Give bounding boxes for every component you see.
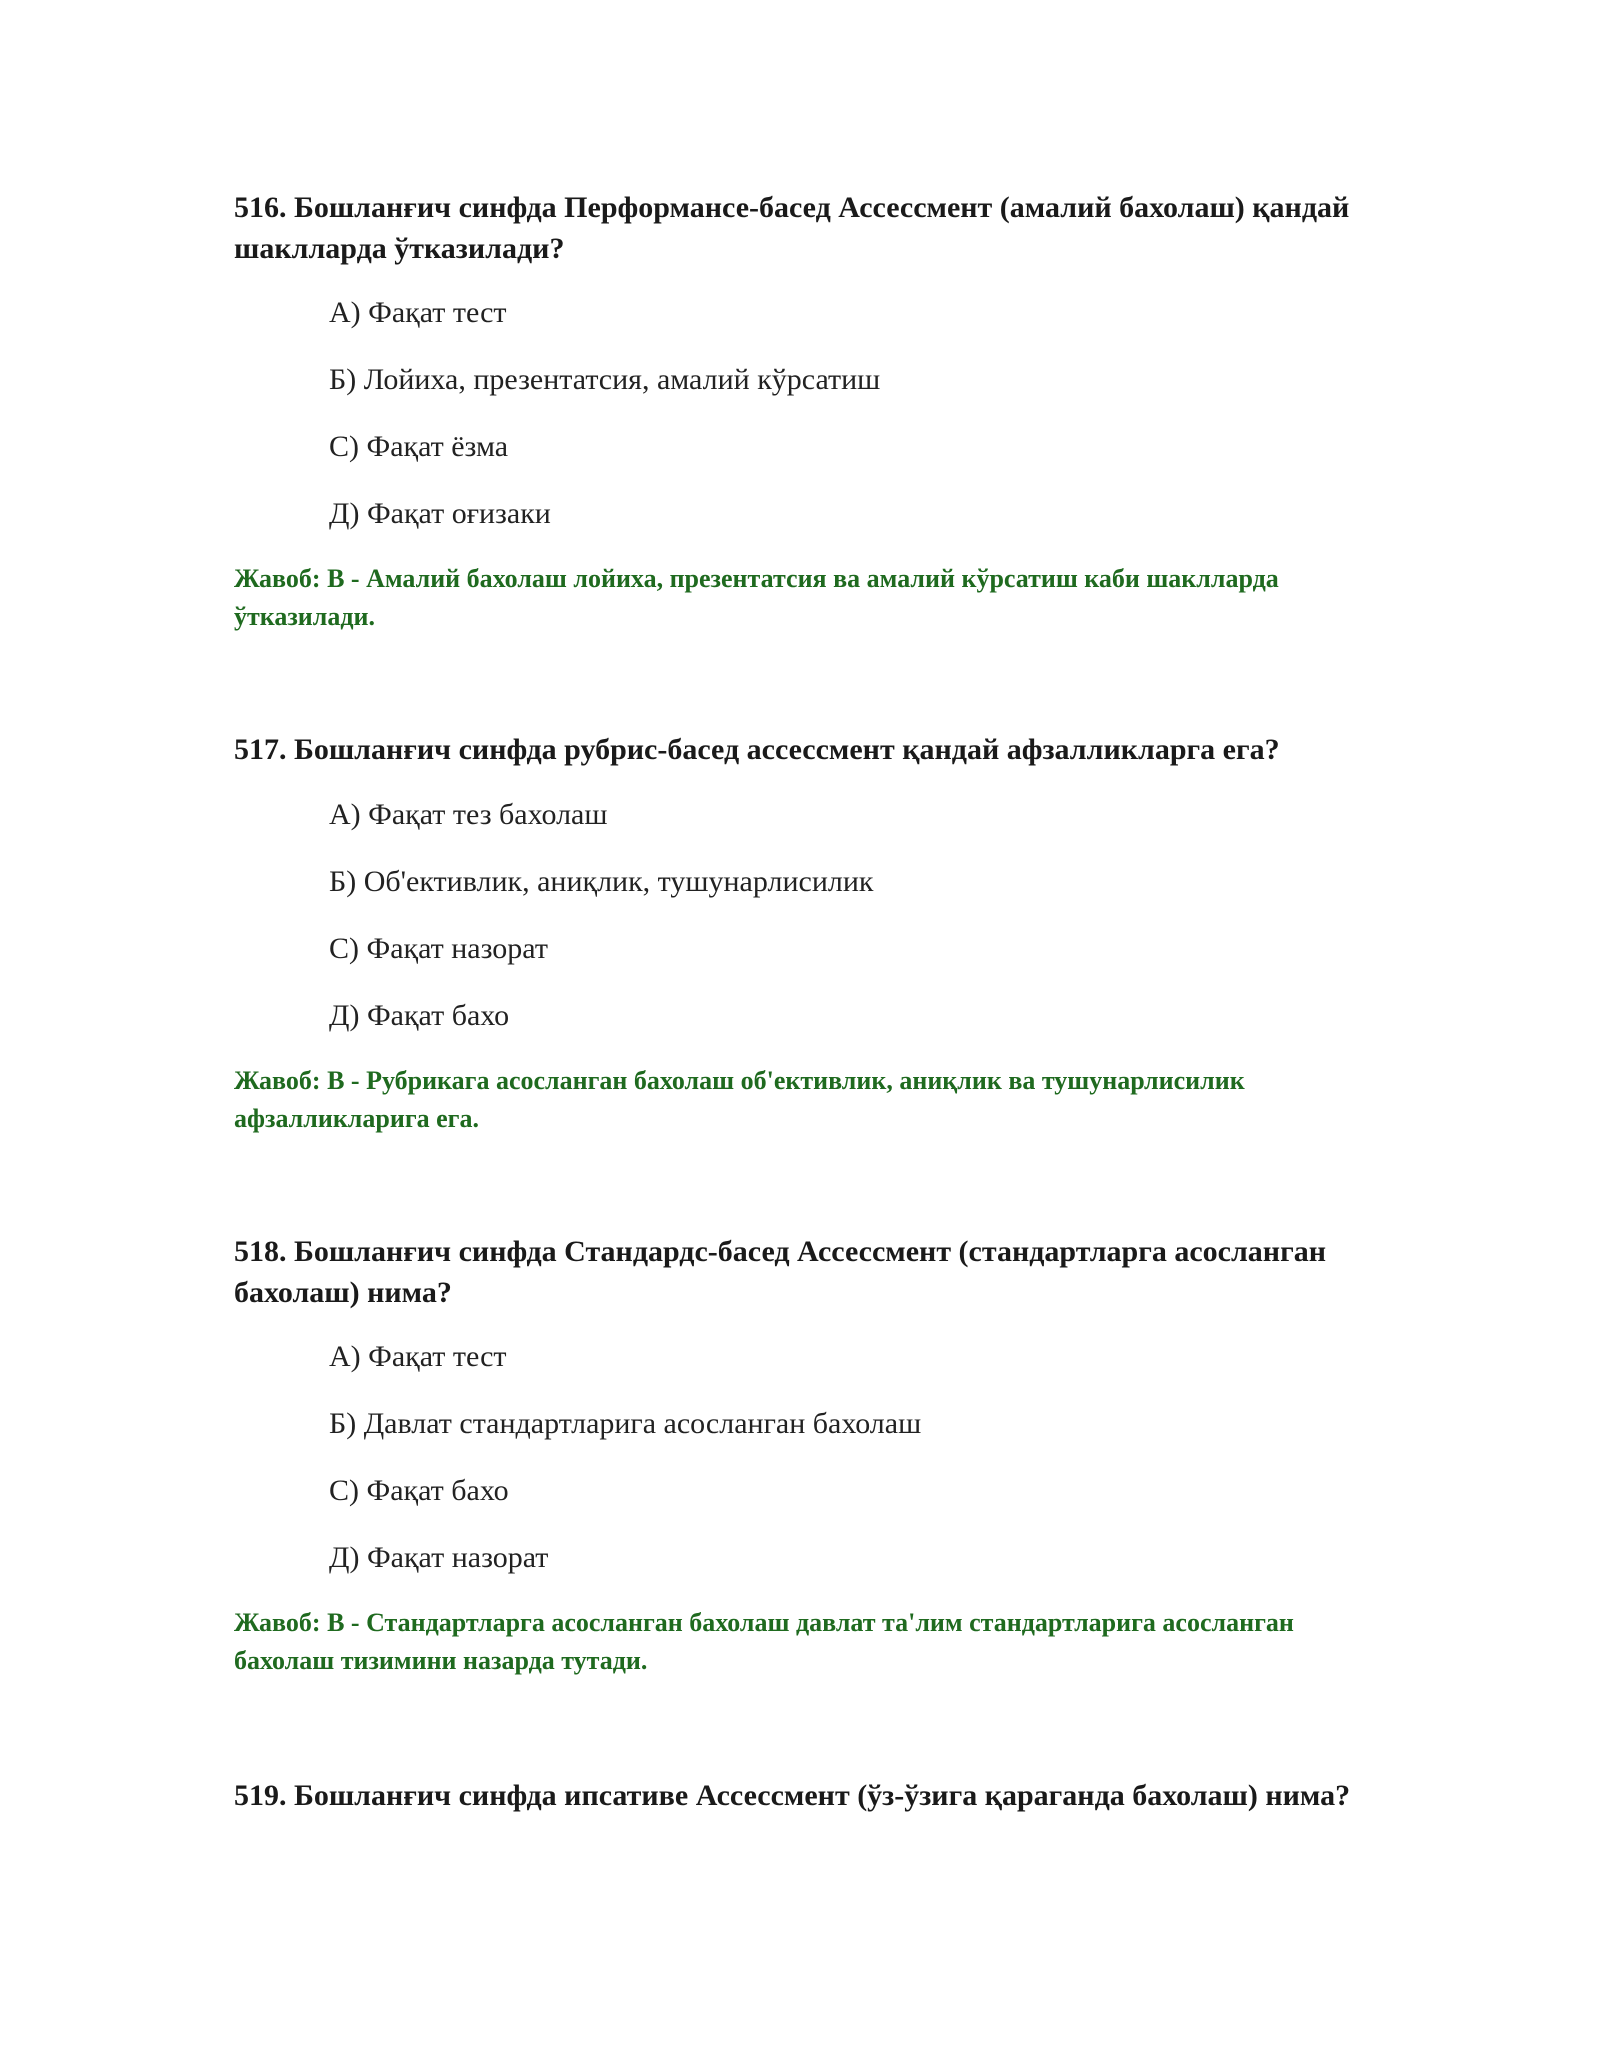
question-516-title: 516. Бошланғич синфда Перформансе-басед Ассессмент (амалий бахолаш) қандай шаклларда ўтказилади? [234, 191, 1350, 265]
question-516-option-a: А) Фақат тест [329, 296, 507, 329]
question-516-option-d: Д) Фақат оғизаки [329, 497, 551, 530]
question-518-option-b: Б) Давлат стандартларига асосланган бахолаш [329, 1407, 922, 1440]
question-518-option-d: Д) Фақат назорат [329, 1541, 549, 1574]
question-517-option-a: А) Фақат тез бахолаш [329, 798, 608, 831]
question-518-option-c: С) Фақат бахо [329, 1474, 509, 1507]
question-517-option-b: Б) Об'ективлик, аниқлик, тушунарлисилик [329, 865, 874, 898]
question-518-title: 518. Бошланғич синфда Стандардс-басед Ассессмент (стандартларга асосланган бахолаш) нима? [234, 1235, 1326, 1309]
question-517-answer: Жавоб: B - Рубрикага асосланган бахолаш об'ективлик, аниқлик ва тушунарлисилик афзалликларига ега. [234, 1066, 1245, 1133]
question-516-answer: Жавоб: B - Амалий бахолаш лойиха, презентатсия ва амалий кўрсатиш каби шаклларда ўтказилади. [234, 564, 1279, 631]
question-518-option-a: А) Фақат тест [329, 1340, 507, 1373]
question-518-answer: Жавоб: B - Стандартларга асосланган бахолаш давлат та'лим стандартларига асосланган бахолаш тизимини назарда тутади. [234, 1608, 1294, 1675]
question-516-option-c: С) Фақат ёзма [329, 430, 509, 463]
question-516-option-b: Б) Лойиха, презентатсия, амалий кўрсатиш [329, 363, 881, 396]
question-519-title: 519. Бошланғич синфда ипсативе Ассессмент (ўз-ўзига қараганда бахолаш) нима? [234, 1779, 1351, 1812]
question-517-option-c: С) Фақат назорат [329, 932, 548, 965]
question-517-title: 517. Бошланғич синфда рубрис-басед ассессмент қандай афзалликларга ега? [234, 733, 1280, 766]
question-517-option-d: Д) Фақат бахо [329, 999, 510, 1032]
